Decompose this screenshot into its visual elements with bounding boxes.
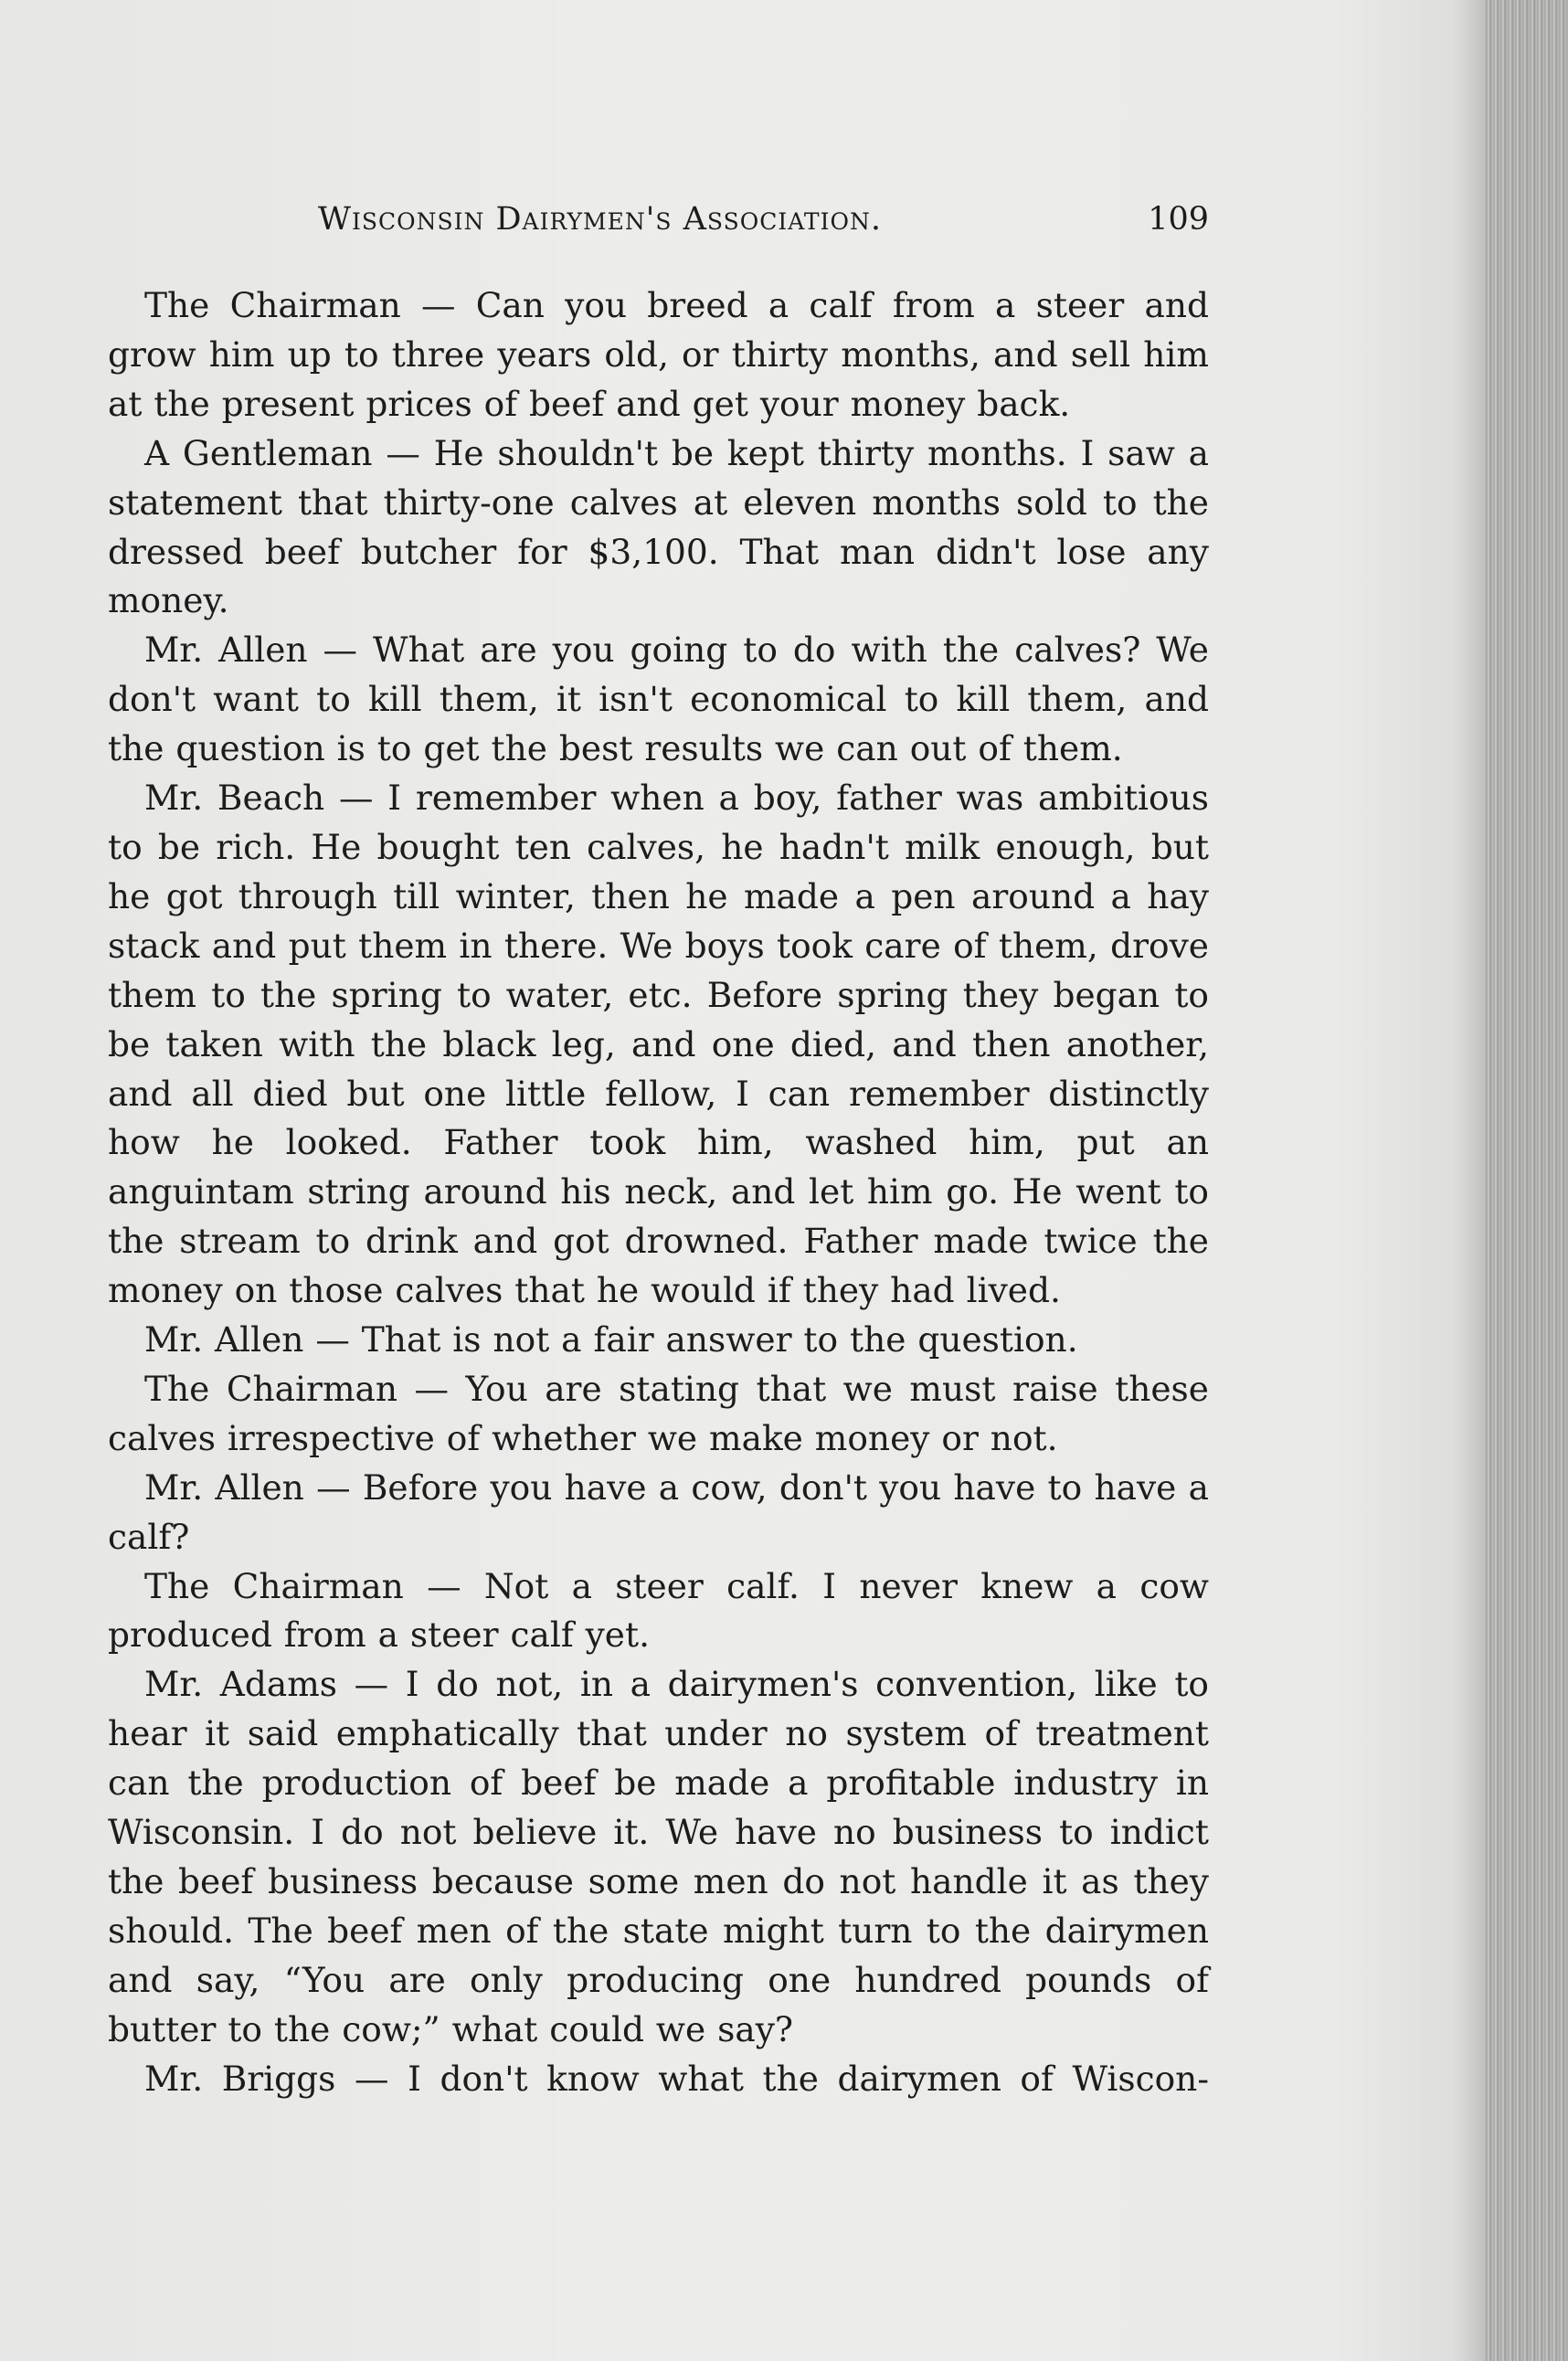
- body-text: [108, 281, 1209, 2104]
- page-edge-shadow: [1453, 0, 1489, 2361]
- paragraph-beach: Mr. Beach — I remember when a boy, father was ambitious to be rich. He bought ten calves, he hadn't milk enough, but he got through till winter, then he made a pen around a hay stack and put them in there. We boys took care of them, drove them to the spring to water, etc. Before spring they began to be taken with the black leg, and one died, and then another, and all died but one little fellow, I can remember distinctly how he looked. Father took him, washed him, put an anguintam string around his neck, and let him go. He went to the stream to drink and got drowned. Father made twice the money on those calves that he would if they had lived.: [108, 778, 1209, 1311]
- paragraph-gentleman: A Gentleman — He shouldn't be kept thirty months. I saw a statement that thirty-one calves at eleven months sold to the dressed beef butcher for $3,100. That man didn't lose any money.: [108, 432, 1209, 621]
- paragraph-chairman-1: The Chairman — Can you breed a calf from a steer and grow him up to three years old, or thirty months, and sell him at the present prices of beef and get your money back.: [108, 285, 1209, 424]
- paragraph-briggs: Mr. Briggs — I don't know what the dairymen of Wiscon-: [144, 2058, 1209, 2099]
- page-number: 109: [1148, 201, 1209, 238]
- running-head: [108, 183, 1209, 256]
- text-block: [108, 183, 1209, 2104]
- paragraph-allen-3: Mr. Allen — Before you have a cow, don't you have to have a calf?: [108, 1466, 1209, 1557]
- paragraph-chairman-2: The Chairman — You are stating that we must raise these calves irrespective of whether we make money or not.: [108, 1368, 1209, 1458]
- running-head-title: Wisconsin Dairymen's Association.: [318, 201, 882, 238]
- paragraph-allen-2: Mr. Allen — That is not a fair answer to the question.: [144, 1319, 1078, 1360]
- paragraph-adams: Mr. Adams — I do not, in a dairymen's convention, like to hear it said emphatically that under no system of treatment can the production of beef be made a profitable industry in Wisconsin. I do not believe it. We have no business to indict the beef business because some men do not handle it as they should. The beef men of the state might turn to the dairymen and say, “You are only producing one hundred pounds of butter to the cow;” what could we say?: [108, 1664, 1209, 2049]
- paragraph-allen-1: Mr. Allen — What are you going to do with the calves? We don't want to kill them, it isn't economical to kill them, and the question is to get the best results we can out of them.: [108, 630, 1209, 769]
- book-fore-edge: [1485, 0, 1568, 2361]
- paragraph-chairman-3: The Chairman — Not a steer calf. I never knew a cow produced from a steer calf yet.: [108, 1565, 1209, 1656]
